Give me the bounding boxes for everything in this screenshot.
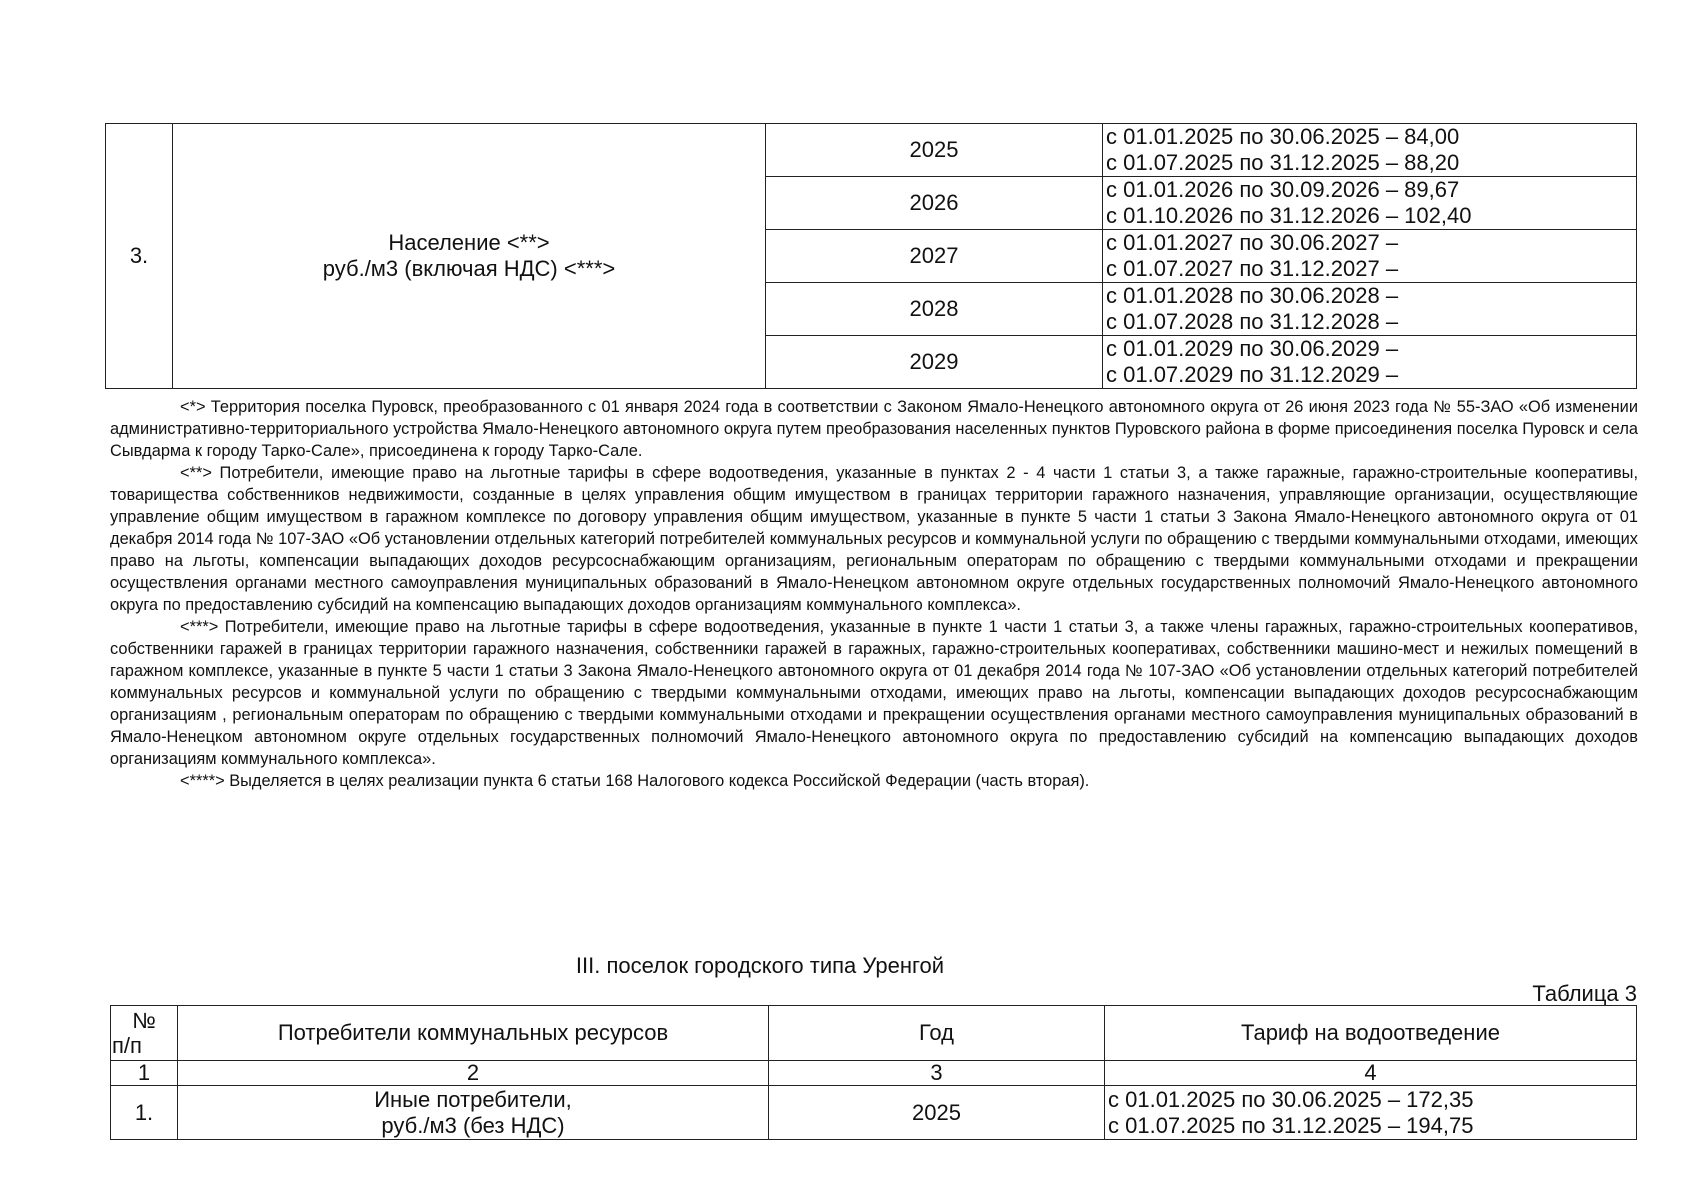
- tariff-cell: [1103, 177, 1637, 230]
- tariff-cell: [1103, 124, 1637, 177]
- tariff-period-2: с 01.07.2025 по 31.12.2025 – 88,20: [1106, 150, 1460, 175]
- consumer-name: Иные потребители,: [374, 1086, 572, 1112]
- consumer-unit: руб./м3 (без НДС): [381, 1112, 565, 1138]
- year-cell: 2027: [766, 230, 1103, 283]
- footnote-4: <****> Выделяется в целях реализации пункта 6 статьи 168 Налогового кодекса Российской Федерации (часть вторая).: [180, 772, 1090, 790]
- table-label: Таблица 3: [1532, 981, 1637, 1006]
- tariff-cell: [1103, 230, 1637, 283]
- tariff-period-1: с 01.01.2028 по 30.06.2028 –: [1106, 283, 1399, 308]
- tariff-period-2: с 01.07.2027 по 31.12.2027 –: [1106, 256, 1399, 281]
- index-cell: 3: [769, 1061, 1105, 1086]
- year-cell: 2028: [766, 283, 1103, 336]
- consumer-unit: руб./м3 (включая НДС) <***>: [322, 256, 616, 281]
- year-cell: 2026: [766, 177, 1103, 230]
- footnote-3: <***> Потребители, имеющие право на льготные тарифы в сфере водоотведения, указанные в пункте 1 части 1 статьи 3, а также члены гаражных, гаражно-строительных кооперативов, собственники гаражей в границах территории гаражного назначения, собственники гаражей в гаражных, гаражно-строительных кооперативах, собственники машино-мест и нежилых помещений в гаражном комплексе, указанные в пункте 5 части 1 статьи 3 Закона Ямало-Ненецкого автономного округа от 01 декабря 2014 года № 107-ЗАО «Об установлении отдельных категорий потребителей коммунальных ресурсов и коммунальной услуги по обращению с твердыми коммунальными отходами, имеющих право на льготы, компенсации выпадающих доходов ресурсоснабжающим организациям , региональным операторам по обращению с твердыми коммунальными отходами и прекращении осуществления органами местного самоуправления муниципальных образований в Ямало-Ненецком автономном округе отдельных государственных полномочий Ямало-Ненецкого автономного округа по предоставлению субсидий на компенсацию выпадающих доходов организациям коммунального комплекса».: [110, 618, 1638, 768]
- table-row: [106, 124, 1637, 177]
- tariff-cell: [1105, 1086, 1637, 1140]
- consumer-cell: [178, 1086, 769, 1140]
- tariff-period-2: с 01.07.2025 по 31.12.2025 – 194,75: [1108, 1112, 1474, 1138]
- tariff-period-1: с 01.01.2026 по 30.09.2026 – 89,67: [1106, 177, 1460, 202]
- table-index-row: [111, 1061, 1637, 1086]
- index-cell: 4: [1105, 1061, 1637, 1086]
- consumer-name: Население <**>: [388, 230, 550, 255]
- section-heading: III. поселок городского типа Уренгой: [575, 953, 945, 978]
- index-cell: 1: [111, 1061, 178, 1086]
- header-num: [111, 1006, 178, 1061]
- header-num-line1: №: [132, 1008, 156, 1033]
- row-number-cell: 1.: [111, 1086, 178, 1140]
- footnote-1: <*> Территория поселка Пуровск, преобразованного с 01 января 2024 года в соответствии с Законом Ямало-Ненецкого автономного округа от 26 июня 2023 года № 55-ЗАО «Об изменении административно-территориального устройства Ямало-Ненецкого автономного округа путем преобразования населенных пунктов Пуровского района в форме присоединения поселка Пуровск и села Сывдарма к городу Тарко-Сале», присоединена к городу Тарко-Сале.: [110, 398, 1638, 460]
- year-cell: 2029: [766, 336, 1103, 389]
- footnote-2: <**> Потребители, имеющие право на льготные тарифы в сфере водоотведения, указанные в пунктах 2 - 4 части 1 статьи 3, а также гаражные, гаражно-строительные кооперативы, товарищества собственников недвижимости, созданные в целях управления общим имуществом в границах территории гаражного назначения, управляющие организации, осуществляющие управление общим имуществом в гаражном комплексе по договору управления общим имуществом, указанные в пункте 5 части 1 статьи 3 Закона Ямало-Ненецкого автономного округа от 01 декабря 2014 года № 107-ЗАО «Об установлении отдельных категорий потребителей коммунальных ресурсов и коммунальной услуги по обращению с твердыми коммунальными отходами, имеющих право на льготы, компенсации выпадающих доходов ресурсоснабжающим организациям, региональным операторам по обращению с твердыми коммунальными отходами и прекращении осуществления органами местного самоуправления муниципальных образований в Ямало-Ненецком автономном округе отдельных государственных полномочий Ямало-Ненецкого автономного округа по предоставлению субсидий на компенсацию выпадающих доходов организациям коммунального комплекса».: [110, 464, 1638, 614]
- header-year: Год: [769, 1006, 1105, 1061]
- tariff-period-2: с 01.10.2026 по 31.12.2026 – 102,40: [1106, 203, 1472, 228]
- header-consumers: Потребители коммунальных ресурсов: [178, 1006, 769, 1061]
- header-num-line2: п/п: [112, 1033, 142, 1058]
- table-row: [111, 1086, 1637, 1140]
- tariff-table-3: [110, 1005, 1637, 1140]
- tariff-period-1: с 01.01.2025 по 30.06.2025 – 172,35: [1108, 1086, 1474, 1112]
- table-header-row: [111, 1006, 1637, 1061]
- row-number-cell: 3.: [106, 124, 173, 389]
- tariff-period-2: с 01.07.2028 по 31.12.2028 –: [1106, 309, 1399, 334]
- index-cell: 2: [178, 1061, 769, 1086]
- year-cell: 2025: [769, 1086, 1105, 1140]
- tariff-cell: [1103, 283, 1637, 336]
- tariff-table-continued: [105, 123, 1637, 389]
- tariff-period-1: с 01.01.2027 по 30.06.2027 –: [1106, 230, 1399, 255]
- tariff-cell: [1103, 336, 1637, 389]
- consumer-cell: [173, 124, 766, 389]
- tariff-period-2: с 01.07.2029 по 31.12.2029 –: [1106, 362, 1399, 387]
- footnotes: [110, 396, 1638, 792]
- tariff-period-1: с 01.01.2025 по 30.06.2025 – 84,00: [1106, 124, 1460, 149]
- tariff-period-1: с 01.01.2029 по 30.06.2029 –: [1106, 336, 1399, 361]
- header-tariff: Тариф на водоотведение: [1105, 1006, 1637, 1061]
- year-cell: 2025: [766, 124, 1103, 177]
